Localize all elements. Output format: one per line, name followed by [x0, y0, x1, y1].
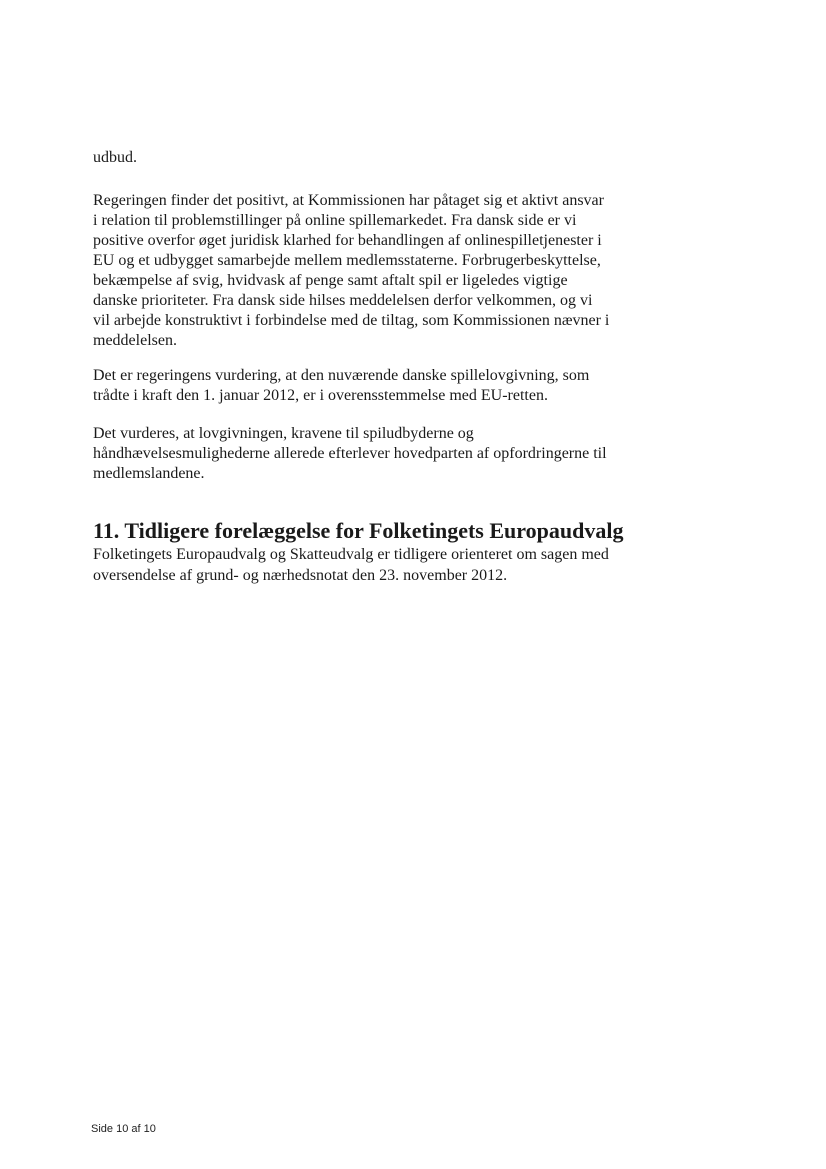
paragraph-1-line-7: vil arbejde konstruktivt i forbindelse med de tiltag, som Kommissionen nævner i: [93, 312, 610, 329]
page-number: Side 10 af 10: [91, 1123, 156, 1135]
paragraph-3-line-2: håndhævelsesmulighederne allerede efterlever hovedparten af opfordringerne til: [93, 445, 607, 462]
section-heading: 11. Tidligere forelæggelse for Folketingets Europaudvalg: [93, 518, 624, 543]
paragraph-1-line-5: bekæmpelse af svig, hvidvask af penge samt aftalt spil er ligeledes vigtige: [93, 272, 568, 289]
paragraph-1-line-2: i relation til problemstillinger på online spillemarkedet. Fra dansk side er vi: [93, 212, 577, 229]
paragraph-1-line-3: positive overfor øget juridisk klarhed for behandlingen af onlinespilletjenester i: [93, 232, 602, 249]
paragraph-continuation-line: udbud.: [93, 149, 137, 166]
paragraph-4-line-2: oversendelse af grund- og nærhedsnotat den 23. november 2012.: [93, 567, 508, 584]
paragraph-2-line-1: Det er regeringens vurdering, at den nuværende danske spillelovgivning, som: [93, 367, 590, 384]
paragraph-1-line-6: danske prioriteter. Fra dansk side hilses meddelelsen derfor velkommen, og vi: [93, 292, 593, 309]
paragraph-4-line-1: Folketingets Europaudvalg og Skatteudvalg er tidligere orienteret om sagen med: [93, 546, 609, 563]
paragraph-3-line-3: medlemslandene.: [93, 465, 205, 482]
paragraph-1-line-8: meddelelsen.: [93, 332, 177, 349]
paragraph-3-line-1: Det vurderes, at lovgivningen, kravene til spiludbyderne og: [93, 425, 474, 442]
paragraph-2-line-2: trådte i kraft den 1. januar 2012, er i overensstemmelse med EU-retten.: [93, 387, 548, 404]
paragraph-1-line-4: EU og et udbygget samarbejde mellem medlemsstaterne. Forbrugerbeskyttelse,: [93, 252, 601, 269]
paragraph-1-line-1: Regeringen finder det positivt, at Kommissionen har påtaget sig et aktivt ansvar: [93, 192, 604, 209]
